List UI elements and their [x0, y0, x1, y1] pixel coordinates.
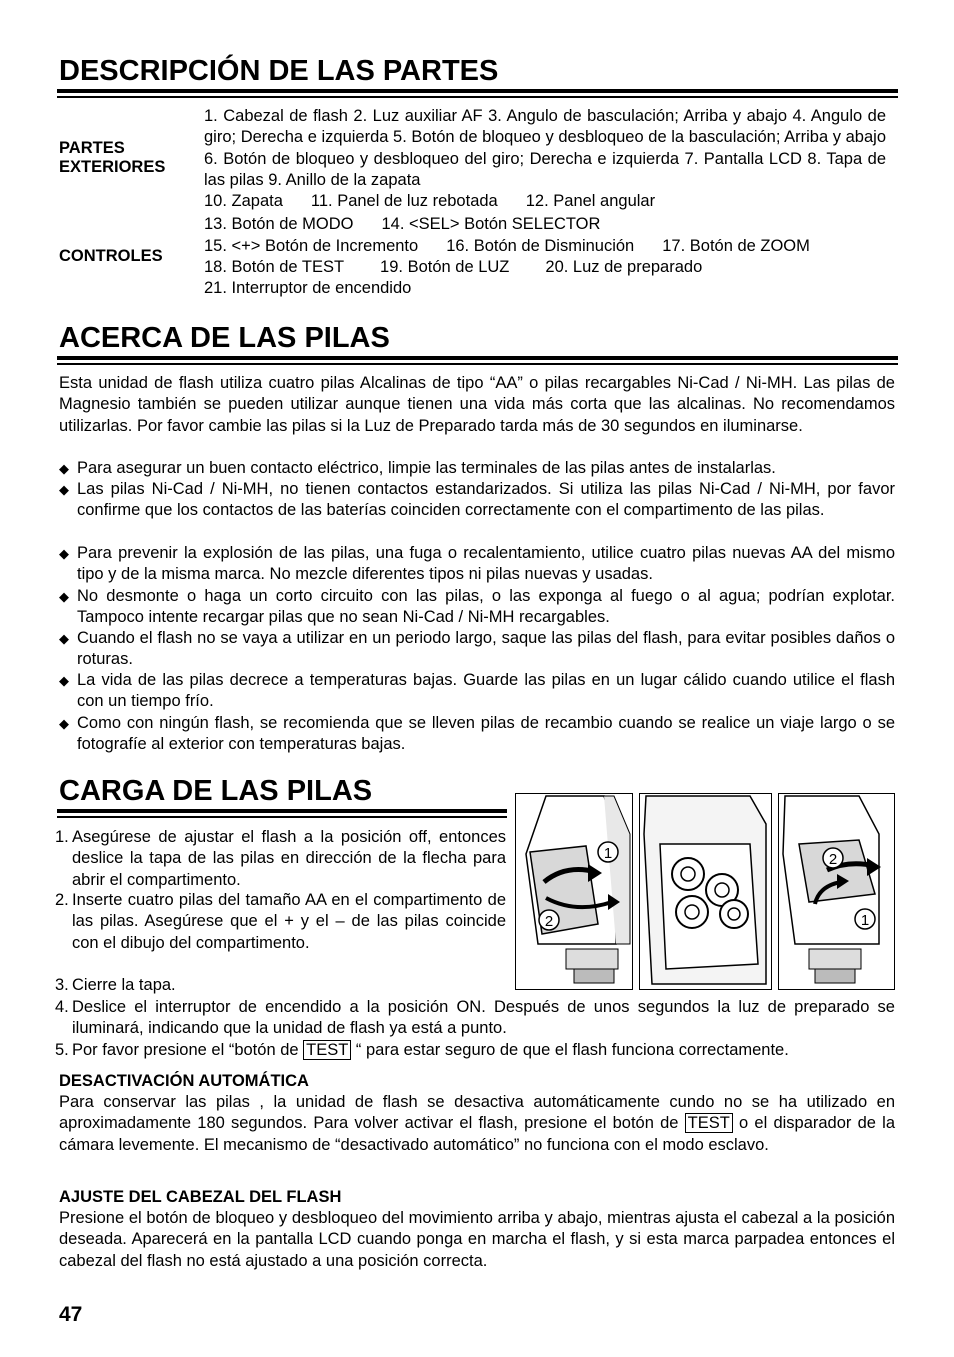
step-item: [55, 1040, 895, 1061]
step-text: Deslice el interruptor de encendido a la posición ON. Después de unos segundos la luz de preparado se iluminará, indicando que la unidad de flash ya está a punto.: [72, 998, 895, 1038]
title-rule-thin: [57, 363, 898, 365]
illustration-batteries: [639, 793, 772, 990]
auto-off-title: DESACTIVACIÓN AUTOMÁTICA: [59, 1072, 309, 1090]
pilas-bullet: ◆ Cuando el flash no se vaya a utilizar en un periodo largo, saque las pilas del flash, para evitar posibles daños o roturas.: [59, 628, 895, 671]
illustration-open-cover: [515, 793, 633, 990]
auto-off-text: [59, 1092, 895, 1156]
controles-line-4: [204, 278, 439, 299]
test-key-label: TEST: [303, 1040, 351, 1060]
title-rule-thin: [57, 816, 507, 818]
auto-off-text-a: Para conservar las pilas , la unidad de flash se desactiva automáticamente cundo no se ha utilizado en aproximadamente 180 segundos. Para volver activar el flash, presione el botón de: [59, 1093, 895, 1133]
pilas-intro: Esta unidad de flash utiliza cuatro pilas Alcalinas de tipo “AA” o pilas recargables Ni-Cad / Ni-MH. Las pilas de Magnesio también se pueden utilizar aunque tienen una vida más corta que las alcalinas. No recomendamos utilizarlas. Por favor cambie las pilas si la Luz de Preparado tarda más de 30 segundos en iluminarse.: [59, 374, 895, 435]
step-text: Inserte cuatro pilas del tamaño AA en el compartimento de las pilas. Asegúrese que el + y el – de las pilas coincide con el dibujo del compartimento.: [72, 891, 506, 952]
pilas-bullet: ◆ Para asegurar un buen contacto eléctrico, limpie las terminales de las pilas antes de instalarlas.: [59, 458, 895, 479]
controles-line-2: [204, 236, 838, 257]
section-title-pilas: ACERCA DE LAS PILAS: [59, 322, 390, 354]
title-rule: [57, 89, 898, 93]
control-item: 19. Botón de LUZ: [380, 258, 510, 276]
part-item: 10. Zapata: [204, 192, 283, 210]
illustration-close-cover: [778, 793, 895, 990]
step-text: Asegúrese de ajustar el flash a la posición off, entonces deslice la tapa de las pilas en dirección de la flecha para abrir el compartimento.: [72, 828, 506, 889]
pilas-bullet: ◆ La vida de las pilas decrece a temperaturas bajas. Guarde las pilas en un lugar cálido cuando utilice el flash con un tiempo frío.: [59, 670, 895, 713]
title-rule: [57, 809, 507, 813]
battery-compartment-drawing: [640, 794, 771, 989]
step-number: 5.: [55, 1041, 69, 1059]
control-item: 16. Botón de Disminución: [446, 237, 635, 255]
section-title-partes: DESCRIPCIÓN DE LAS PARTES: [59, 55, 499, 87]
control-item: 14. <SEL> Botón SELECTOR: [381, 215, 601, 233]
figure-marker-2: 2: [544, 913, 554, 930]
pilas-bullet: ◆ Como con ningún flash, se recomienda que se lleven pilas de recambio cuando se realice un viaje largo o se fotografíe al exterior con temperaturas bajas.: [59, 713, 895, 756]
part-item: 12. Panel angular: [525, 192, 656, 210]
pilas-bullet: ◆ Las pilas Ni-Cad / Ni-MH, no tienen contactos estandarizados. Si utiliza las pilas Ni-Cad / Ni-MH, por favor confirme que los contactos de las baterías coinciden correctamente con el compartimento de las pilas.: [59, 479, 895, 522]
figure-marker-1: 1: [603, 845, 613, 862]
control-item: 17. Botón de ZOOM: [662, 237, 810, 255]
controles-line-1: [204, 214, 628, 235]
head-adjust-title: AJUSTE DEL CABEZAL DEL FLASH: [59, 1188, 342, 1206]
auto-off-text-b: o el disparador de la cámara levemente. El mecanismo de “desactivado automático” no funciona con el modo esclavo.: [59, 1114, 895, 1154]
partes-exteriores-text: 1. Cabezal de flash 2. Luz auxiliar AF 3. Angulo de basculación; Arriba y abajo 4. Angulo de giro; Derecha e izquierda 5. Botón de bloqueo y desbloqueo de la basculación; Arriba y abajo 6. Botón de bloqueo y desbloqueo del giro; Derecha e izquierda 7. Pantalla LCD 8. Tapa de las pilas 9. Anillo de la zapata: [204, 107, 886, 190]
control-item: 21. Interruptor de encendido: [204, 279, 412, 297]
control-item: 20. Luz de preparado: [545, 258, 703, 276]
title-rule: [57, 356, 898, 360]
step-item: [55, 827, 506, 891]
step-text: “ para estar seguro de que el flash funciona correctamente.: [351, 1041, 789, 1059]
head-adjust-text: Presione el botón de bloqueo y desbloqueo del movimiento arriba y abajo, mientras ajusta el cabezal a la posición deseada. Aparecerá en la pantalla LCD cuando ponga en marcha el flash, y si esta marca parpadea entonces el cabezal del flash no está ajustado a una posición correcta.: [59, 1209, 895, 1270]
step-item: [55, 975, 506, 996]
flash-close-cover-drawing: [779, 794, 894, 989]
label-controles: CONTROLES: [59, 247, 163, 265]
label-partes-exteriores: PARTES EXTERIORES: [59, 139, 166, 176]
step-item: [55, 997, 895, 1040]
step-text: Cierre la tapa.: [72, 976, 176, 994]
step-number: 2.: [55, 891, 69, 909]
step-number: 4.: [55, 998, 69, 1016]
figure-marker-1: 1: [860, 912, 870, 929]
page-number: 47: [59, 1303, 83, 1326]
step-number: 1.: [55, 828, 69, 846]
test-key-label: TEST: [685, 1113, 733, 1133]
step-text: Por favor presione el “botón de: [72, 1041, 304, 1059]
pilas-bullet: ◆ No desmonte o haga un corto circuito con las pilas, o las exponga al fuego o al agua; podrían explotar. Tampoco intente recargar pilas que no sean Ni-Cad / Ni-MH recargables.: [59, 586, 895, 629]
step-number: 3.: [55, 976, 69, 994]
title-rule-thin: [57, 96, 898, 98]
figure-marker-2: 2: [828, 851, 838, 868]
pilas-bullet: ◆ Para prevenir la explosión de las pilas, una fuga o recalentamiento, utilice cuatro pilas nuevas AA del mismo tipo y de la misma marca. No mezcle diferentes tipos ni pilas nuevas y usadas.: [59, 543, 895, 586]
controles-line-3: [204, 257, 730, 278]
step-item: [55, 890, 506, 954]
section-title-carga: CARGA DE LAS PILAS: [59, 775, 373, 807]
control-item: 15. <+> Botón de Incremento: [204, 237, 419, 255]
control-item: 13. Botón de MODO: [204, 215, 354, 233]
control-item: 18. Botón de TEST: [204, 258, 345, 276]
partes-exteriores-last-line: [204, 191, 683, 212]
part-item: 11. Panel de luz rebotada: [310, 192, 498, 210]
flash-open-cover-drawing: [516, 794, 632, 989]
